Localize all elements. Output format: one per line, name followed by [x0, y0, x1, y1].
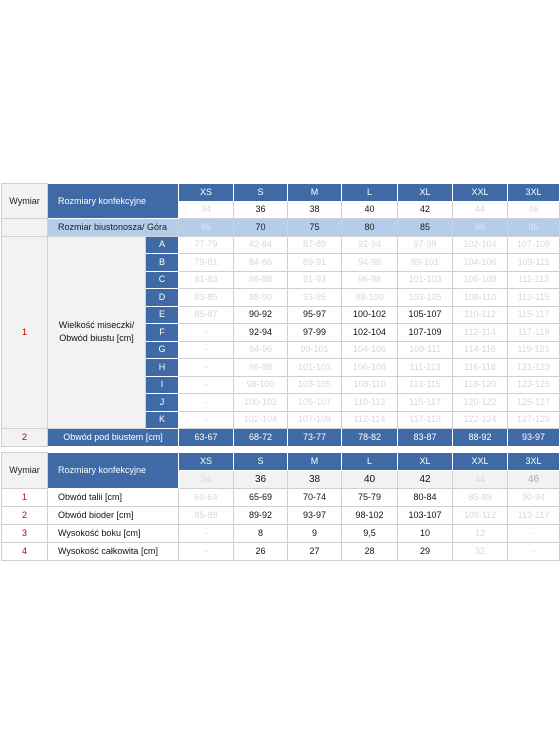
biustonosz-value: 95	[508, 219, 560, 237]
cup-value: 100-102	[234, 394, 288, 412]
cup-value: -	[179, 376, 234, 394]
measurement-value: 9	[288, 525, 342, 543]
cup-value: -	[179, 411, 234, 429]
cup-value: -	[179, 359, 234, 377]
biustonosz-value: 75	[288, 219, 342, 237]
konfekcyjne-value: 34	[179, 201, 234, 219]
cup-value: 94-96	[234, 341, 288, 359]
measurement-value: 10	[398, 525, 453, 543]
cup-value: 93-95	[288, 289, 342, 307]
measurement-value: 75-79	[342, 489, 398, 507]
cup-value: -	[179, 324, 234, 342]
cup-label	[48, 236, 146, 429]
measurement-value: 9,5	[342, 525, 398, 543]
measurement-value: 89-92	[234, 507, 288, 525]
cup-value: 108-110	[342, 376, 398, 394]
measurement-label: Wysokość boku [cm]	[48, 525, 179, 543]
measurement-value: 28	[342, 543, 398, 561]
cup-letter: D	[146, 289, 179, 307]
cup-value: 115-117	[508, 306, 560, 324]
measurement-value: 85-89	[453, 489, 508, 507]
row-number: 1	[2, 489, 48, 507]
measurement-value: 93-97	[288, 507, 342, 525]
cup-value: 101-103	[288, 359, 342, 377]
podbiustem-value: 93-97	[508, 429, 560, 447]
measurement-value: 108-112	[453, 507, 508, 525]
cup-value: 107-109	[508, 236, 560, 254]
cup-value: 97-99	[398, 236, 453, 254]
cup-label-line: Obwód biustu [cm]	[59, 333, 134, 344]
measurement-value: 103-107	[398, 507, 453, 525]
measurement-value: 80-84	[398, 489, 453, 507]
biustonosz-label: Rozmiar biustonosza/ Góra	[48, 219, 179, 237]
cup-value: 104-106	[342, 341, 398, 359]
cup-value: 94-96	[342, 254, 398, 272]
konfekcyjne-value: 36	[234, 471, 288, 489]
measurement-value: 98-102	[342, 507, 398, 525]
podbiustem-value: 78-82	[342, 429, 398, 447]
cup-value: 119-121	[508, 341, 560, 359]
konfekcyjne-value: 42	[398, 201, 453, 219]
cup-value: -	[179, 394, 234, 412]
cup-value: 112-114	[453, 324, 508, 342]
cup-value: 109-111	[508, 254, 560, 272]
measurement-value: 113-117	[508, 507, 560, 525]
podbiustem-value: 68-72	[234, 429, 288, 447]
cup-value: 90-92	[234, 306, 288, 324]
cup-value: 106-108	[342, 359, 398, 377]
cup-value: 102-104	[342, 324, 398, 342]
measurement-value: 70-74	[288, 489, 342, 507]
size-header: 3XL	[508, 453, 560, 471]
measurement-value: 65-69	[234, 489, 288, 507]
konfekcyjne-value: 44	[453, 201, 508, 219]
size-header: XL	[398, 184, 453, 202]
cup-value: 103-105	[288, 376, 342, 394]
cup-value: 121-123	[508, 359, 560, 377]
size-header: M	[288, 184, 342, 202]
wymiar-header: Wymiar	[2, 453, 48, 489]
cup-value: 113-115	[508, 289, 560, 307]
measurement-value: 85-88	[179, 507, 234, 525]
podbiustem-value: 63-67	[179, 429, 234, 447]
cup-value: 100-102	[342, 306, 398, 324]
cup-value: 125-127	[508, 394, 560, 412]
cup-value: 88-90	[234, 289, 288, 307]
cup-letter: J	[146, 394, 179, 412]
cup-value: 77-79	[179, 236, 234, 254]
cup-value: 89-91	[288, 254, 342, 272]
cup-letter: E	[146, 306, 179, 324]
cup-value: 120-122	[453, 394, 508, 412]
cup-value: 118-120	[453, 376, 508, 394]
biustonosz-value: 80	[342, 219, 398, 237]
konfekcyjne-value: 38	[288, 201, 342, 219]
cup-value: 104-106	[453, 254, 508, 272]
konfekcyjne-value: 46	[508, 471, 560, 489]
cup-value: 103-105	[398, 289, 453, 307]
cup-value: 84-86	[234, 254, 288, 272]
empty-cell	[2, 219, 48, 237]
cup-value: 81-83	[179, 271, 234, 289]
row-number: 1	[2, 236, 48, 429]
cup-value: 109-111	[398, 341, 453, 359]
cup-value: 96-98	[234, 359, 288, 377]
cup-value: 123-125	[508, 376, 560, 394]
size-header: S	[234, 184, 288, 202]
cup-value: 91-93	[288, 271, 342, 289]
measurement-value: 32	[453, 543, 508, 561]
cup-value: 113-115	[398, 376, 453, 394]
cup-letter: G	[146, 341, 179, 359]
size-header: 3XL	[508, 184, 560, 202]
cup-value: 111-113	[508, 271, 560, 289]
size-header: XL	[398, 453, 453, 471]
cup-value: 102-104	[234, 411, 288, 429]
measurement-value: 29	[398, 543, 453, 561]
podbiustem-label: Obwód pod biustem [cm]	[48, 429, 179, 447]
row-number: 2	[2, 429, 48, 447]
cup-letter: B	[146, 254, 179, 272]
cup-value: 101-103	[398, 271, 453, 289]
measurement-value: -	[508, 543, 560, 561]
measurement-value: 12	[453, 525, 508, 543]
konfekcyjne-value: 38	[288, 471, 342, 489]
cup-value: 99-101	[398, 254, 453, 272]
cup-value: 112-114	[342, 411, 398, 429]
cup-value: 106-108	[453, 271, 508, 289]
cup-value: 92-94	[342, 236, 398, 254]
cup-value: 79-81	[179, 254, 234, 272]
size-header: XXL	[453, 453, 508, 471]
cup-letter: A	[146, 236, 179, 254]
measurement-value: 26	[234, 543, 288, 561]
konfekcyjne-value: 34	[179, 471, 234, 489]
cup-value: 92-94	[234, 324, 288, 342]
cup-value: 116-118	[453, 359, 508, 377]
cup-value: 115-117	[398, 394, 453, 412]
measurement-value: -	[508, 525, 560, 543]
size-header: XXL	[453, 184, 508, 202]
size-header: L	[342, 184, 398, 202]
measurement-value: 90-94	[508, 489, 560, 507]
measurement-value: -	[179, 543, 234, 561]
cup-value: 98-100	[234, 376, 288, 394]
cup-letter: K	[146, 411, 179, 429]
cup-value: 96-98	[342, 271, 398, 289]
size-header: XS	[179, 184, 234, 202]
cup-letter: C	[146, 271, 179, 289]
size-header: S	[234, 453, 288, 471]
cup-value: 105-107	[398, 306, 453, 324]
cup-value: 105-107	[288, 394, 342, 412]
cup-value: 95-97	[288, 306, 342, 324]
cup-value: 107-109	[398, 324, 453, 342]
konfekcyjne-value: 40	[342, 471, 398, 489]
cup-value: 98-100	[342, 289, 398, 307]
cup-label-line: Wielkość miseczki/	[58, 319, 135, 330]
konfekcyjne-value: 46	[508, 201, 560, 219]
cup-value: 117-119	[398, 411, 453, 429]
measurement-value: 8	[234, 525, 288, 543]
konfekcyjne-value: 44	[453, 471, 508, 489]
podbiustem-value: 88-92	[453, 429, 508, 447]
cup-value: 107-109	[288, 411, 342, 429]
podbiustem-value: 73-77	[288, 429, 342, 447]
cup-value: 117-119	[508, 324, 560, 342]
row-number: 3	[2, 525, 48, 543]
rozmiary-konfekcyjne-header: Rozmiary konfekcyjne	[48, 184, 179, 219]
cup-letter: F	[146, 324, 179, 342]
measurement-value: 60-64	[179, 489, 234, 507]
biustonosz-value: 85	[398, 219, 453, 237]
measurement-label: Obwód talii [cm]	[48, 489, 179, 507]
cup-value: 86-88	[234, 271, 288, 289]
size-header: L	[342, 453, 398, 471]
cup-value: 87-89	[288, 236, 342, 254]
cup-value: 83-85	[179, 289, 234, 307]
row-number: 4	[2, 543, 48, 561]
bra-size-table	[1, 183, 560, 447]
measurement-label: Wysokość całkowita [cm]	[48, 543, 179, 561]
cup-value: 99-101	[288, 341, 342, 359]
cup-letter: H	[146, 359, 179, 377]
cup-value: 108-110	[453, 289, 508, 307]
cup-letter: I	[146, 376, 179, 394]
konfekcyjne-value: 36	[234, 201, 288, 219]
cup-value: 111-113	[398, 359, 453, 377]
cup-value: 82-84	[234, 236, 288, 254]
cup-value: -	[179, 341, 234, 359]
podbiustem-value: 83-87	[398, 429, 453, 447]
rozmiary-konfekcyjne-header: Rozmiary konfekcyjne	[48, 453, 179, 489]
size-header: XS	[179, 453, 234, 471]
bottoms-size-table	[1, 452, 560, 561]
wymiar-header: Wymiar	[2, 184, 48, 219]
cup-value: 110-112	[453, 306, 508, 324]
konfekcyjne-value: 40	[342, 201, 398, 219]
biustonosz-value: 90	[453, 219, 508, 237]
cup-value: 114-116	[453, 341, 508, 359]
biustonosz-value: 65	[179, 219, 234, 237]
cup-value: 127-129	[508, 411, 560, 429]
row-number: 2	[2, 507, 48, 525]
measurement-value: 27	[288, 543, 342, 561]
biustonosz-value: 70	[234, 219, 288, 237]
cup-value: 122-124	[453, 411, 508, 429]
cup-value: 110-112	[342, 394, 398, 412]
cup-value: 85-87	[179, 306, 234, 324]
cup-value: 102-104	[453, 236, 508, 254]
measurement-value: -	[179, 525, 234, 543]
measurement-label: Obwód bioder [cm]	[48, 507, 179, 525]
konfekcyjne-value: 42	[398, 471, 453, 489]
cup-value: 97-99	[288, 324, 342, 342]
size-header: M	[288, 453, 342, 471]
